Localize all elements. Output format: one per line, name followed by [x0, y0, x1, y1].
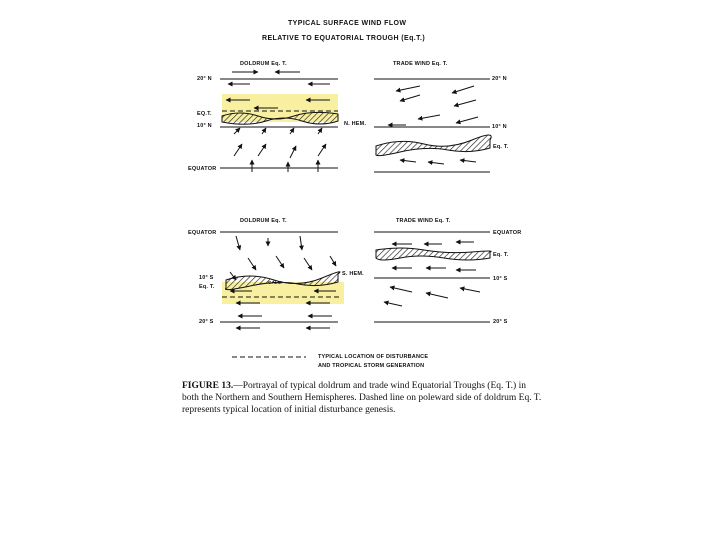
- nh-trade-label-10n: 10° N: [492, 124, 507, 130]
- nh-trade-header: TRADE WIND Eq. T.: [393, 61, 448, 67]
- nh-doldrum-label-10n: 10° N: [197, 123, 212, 129]
- sh-hemisphere-label: S. HEM.: [342, 271, 364, 277]
- sh-trade-panel: [374, 232, 491, 322]
- nh-trade-label-20n: 20° N: [492, 76, 507, 82]
- figure-title-line1: TYPICAL SURFACE WIND FLOW: [288, 20, 407, 27]
- nh-hemisphere-label: N. HEM.: [344, 121, 367, 127]
- sh-doldrum-calm-label: CALM: [268, 280, 282, 285]
- sh-doldrum-label-eqt: Eq. T.: [199, 284, 215, 290]
- nh-trade-label-eqt: Eq. T.: [493, 144, 509, 150]
- nh-trade-panel: [374, 79, 491, 172]
- sh-trade-label-10s: 10° S: [493, 276, 508, 282]
- nh-doldrum-label-eqt: EQ.T.: [197, 111, 212, 117]
- nh-trade-eqt-band: [376, 135, 491, 156]
- nh-doldrum-label-20n: 20° N: [197, 76, 212, 82]
- nh-doldrum-label-equator: EQUATOR: [188, 166, 217, 172]
- sh-trade-label-eqt: Eq. T.: [493, 252, 509, 258]
- sh-trade-header: TRADE WIND Eq. T.: [396, 218, 451, 224]
- sh-trade-label-20s: 20° S: [493, 319, 508, 325]
- figure-title-line2: RELATIVE TO EQUATORIAL TROUGH (Eq.T.): [262, 35, 426, 42]
- figure-caption: [182, 380, 542, 416]
- sh-trade-label-equator: EQUATOR: [493, 230, 522, 236]
- sh-doldrum-label-10s: 10° S: [199, 275, 214, 281]
- sh-doldrum-header: DOLDRUM Eq. T.: [240, 218, 287, 224]
- caption-text: —Portrayal of typical doldrum and trade wind Equatorial Troughs (Eq. T.) in both the Northern and Southern Hemispheres. Dashed line on poleward side of doldrum Eq. T. represents typical location of initial disturbance genesis.: [182, 381, 542, 415]
- sh-trade-eqt-band: [376, 248, 491, 260]
- legend-text-line2: AND TROPICAL STORM GENERATION: [318, 363, 425, 369]
- sh-doldrum-label-equator: EQUATOR: [188, 230, 217, 236]
- nh-doldrum-header: DOLDRUM Eq. T.: [240, 61, 287, 67]
- legend-text-line1: TYPICAL LOCATION OF DISTURBANCE: [318, 354, 429, 360]
- sh-doldrum-label-20s: 20° S: [199, 319, 214, 325]
- caption-label: FIGURE 13.: [182, 381, 234, 391]
